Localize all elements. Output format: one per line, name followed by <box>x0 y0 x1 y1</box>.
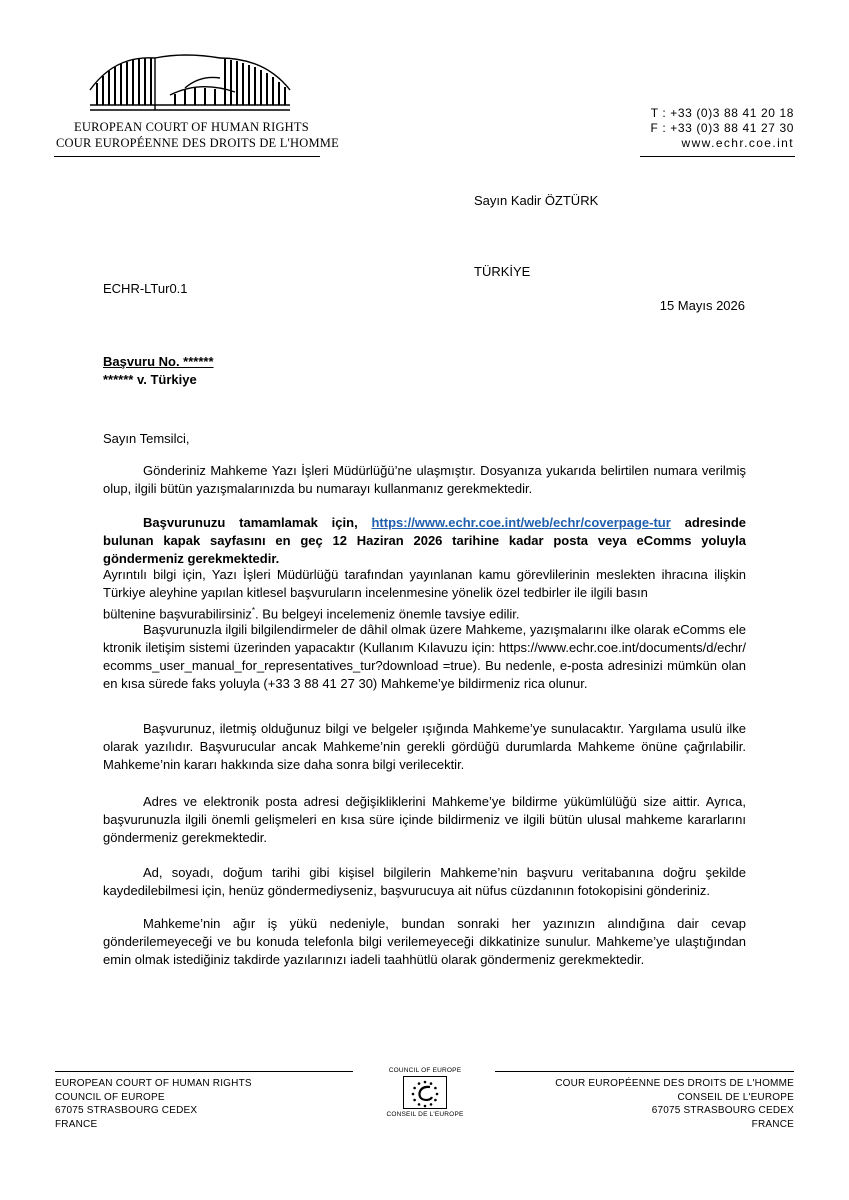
header-divider-gap <box>320 156 640 157</box>
paragraph-text: Başvurunuzla ilgili bilgilendirmeler de dâhil olmak üzere Mahkeme, yazışmalarını ilke olarak eComms elektronik iletişim sistemi üzerinden yapacaktır (Kullanım Kılavuzu için: https://www.echr.coe.int/documents/d/echr/ecomms_user_manual_for_representatives_tur?download =true). Bu nedenle, e-posta adresinizi mümkün olan en kısa sürede faks yoluyla (+33 3 88 41 27 30) Mahkeme’ye bildirmeniz rica olunur. <box>103 622 746 691</box>
paragraph-receipt <box>103 462 746 498</box>
paragraph-text: Adres ve elektronik posta adresi değişikliklerini Mahkeme’ye bildirme yükümlülüğü size aittir. Ayrıca, başvurunuzla ilgili önemli gelişmeleri en kısa süre içinde bildirmeniz ve ilgili bütün ulusal mahkeme kararlarını göndermeniz gerekmektedir. <box>103 794 746 845</box>
footer-line: CONSEIL DE L'EUROPE <box>677 1091 794 1103</box>
coverpage-link[interactable]: https://www.echr.coe.int/web/echr/coverpage-tur <box>371 515 671 530</box>
footer-line: COUR EUROPÉENNE DES DROITS DE L'HOMME <box>555 1078 794 1089</box>
court-building-logo <box>85 50 295 115</box>
coe-label-fr: CONSEIL DE L'EUROPE <box>386 1111 464 1118</box>
coverpage-instruction-end: adresinde bulunan kapak sayfasını en geç 12 Haziran 2026 tarihine kadar posta veya eComms yoluyla göndermeniz gerekmektedir. <box>103 515 746 566</box>
press-line-1: Ayrıntılı bilgi için, Yazı İşleri Müdürlüğü tarafından yayınlanan kamu görevlilerinin meslekten ihracına ilişkin <box>103 567 746 582</box>
coe-emblem-icon <box>403 1076 447 1109</box>
paragraph-procedure <box>103 720 746 774</box>
footnote-marker: * <box>251 606 255 615</box>
footer-divider-right <box>495 1071 794 1072</box>
court-name-en: EUROPEAN COURT OF HUMAN RIGHTS <box>74 120 309 134</box>
website-link[interactable]: www.echr.coe.int <box>681 136 794 150</box>
recipient-name: Sayın Kadir ÖZTÜRK <box>474 193 599 208</box>
letter-date: 15 Mayıs 2026 <box>659 298 745 313</box>
case-parties: ****** v. Türkiye <box>103 372 197 387</box>
paragraph-text: Mahkeme’nin ağır iş yükü nedeniyle, bundan sonraki her yazınızın alındığına dair cevap gönderilemeyeceği ve bu konuda telefonla bilgi verilemeyeceği dikkatinize sunulur. Mahkeme’ye ulaştığından emin olmak istediğiniz takdirde yazılarınızı iadeli taahhütlü olarak göndermeniz gerekmektedir. <box>103 916 746 967</box>
footer-address-en <box>55 1077 252 1131</box>
footer-line: 67075 STRASBOURG CEDEX <box>55 1105 198 1116</box>
footer-line: EUROPEAN COURT OF HUMAN RIGHTS <box>55 1078 252 1089</box>
salutation: Sayın Temsilci, <box>103 431 190 446</box>
paragraph-workload <box>103 915 746 969</box>
footer-line: FRANCE <box>751 1118 794 1130</box>
paragraph-ecomms <box>103 621 746 693</box>
coe-label-en: COUNCIL OF EUROPE <box>388 1067 462 1074</box>
paragraph-address-changes <box>103 793 746 847</box>
paragraph-text: Ad, soyadı, doğum tarihi gibi kişisel bilgilerin Mahkeme’nin başvuru veritabanına doğru şekilde kaydedilebilmesi için, henüz göndermediyseniz, başvurucuya ait nüfus cüzdanının fotokopisini gönderiniz. <box>103 865 746 898</box>
council-of-europe-logo <box>373 1067 477 1118</box>
press-line-3-start: bültenine başvurabilirsiniz <box>103 606 252 622</box>
contact-block <box>651 106 795 151</box>
footer-line: COUNCIL OF EUROPE <box>55 1091 165 1103</box>
paragraph-text: Başvurunuz, iletmiş olduğunuz bilgi ve belgeler ışığında Mahkeme’ye sunulacaktır. Yargılama usulü ilke olarak yazılıdır. Başvurucular ancak Mahkeme’nin gerekli gördüğü durumlarda Mahkeme önüne çağrılabilir. Mahkeme’nin kararı hakkında size daha sonra bilgi verilecektir. <box>103 721 746 772</box>
fax-number: F : +33 (0)3 88 41 27 30 <box>650 121 794 135</box>
paragraph-text: Gönderiniz Mahkeme Yazı İşleri Müdürlüğü’ne ulaşmıştır. Dosyanıza yukarıda belirtilen numara verilmiş olup, ilgili bütün yazışmalarınızda bu numarayı kullanmanız gerekmektedir. <box>103 463 746 496</box>
press-line-3-end: . Bu belgeyi incelemeniz önemle tavsiye edilir. <box>254 606 520 622</box>
paragraph-press-release <box>103 566 746 623</box>
coverpage-instruction-start: Başvurunuzu tamamlamak için, <box>143 515 372 530</box>
application-number: Başvuru No. ****** <box>103 354 214 369</box>
paragraph-coverpage <box>103 514 746 568</box>
letter-reference: ECHR-LTur0.1 <box>103 281 188 296</box>
press-line-2: Türkiye aleyhine yapılan kitlesel başvuruların incelenmesine yönelik özel tedbirler ile ilgili basın <box>103 585 648 600</box>
footer-address-fr <box>555 1077 794 1131</box>
court-name-fr: COUR EUROPÉENNE DES DROITS DE L'HOMME <box>56 136 339 150</box>
recipient-country: TÜRKİYE <box>474 264 531 279</box>
phone-number: T : +33 (0)3 88 41 20 18 <box>650 106 794 120</box>
footer-divider-left <box>55 1071 353 1072</box>
footer-line: FRANCE <box>55 1118 98 1130</box>
footer-line: 67075 STRASBOURG CEDEX <box>651 1105 794 1116</box>
paragraph-personal-info <box>103 864 746 900</box>
